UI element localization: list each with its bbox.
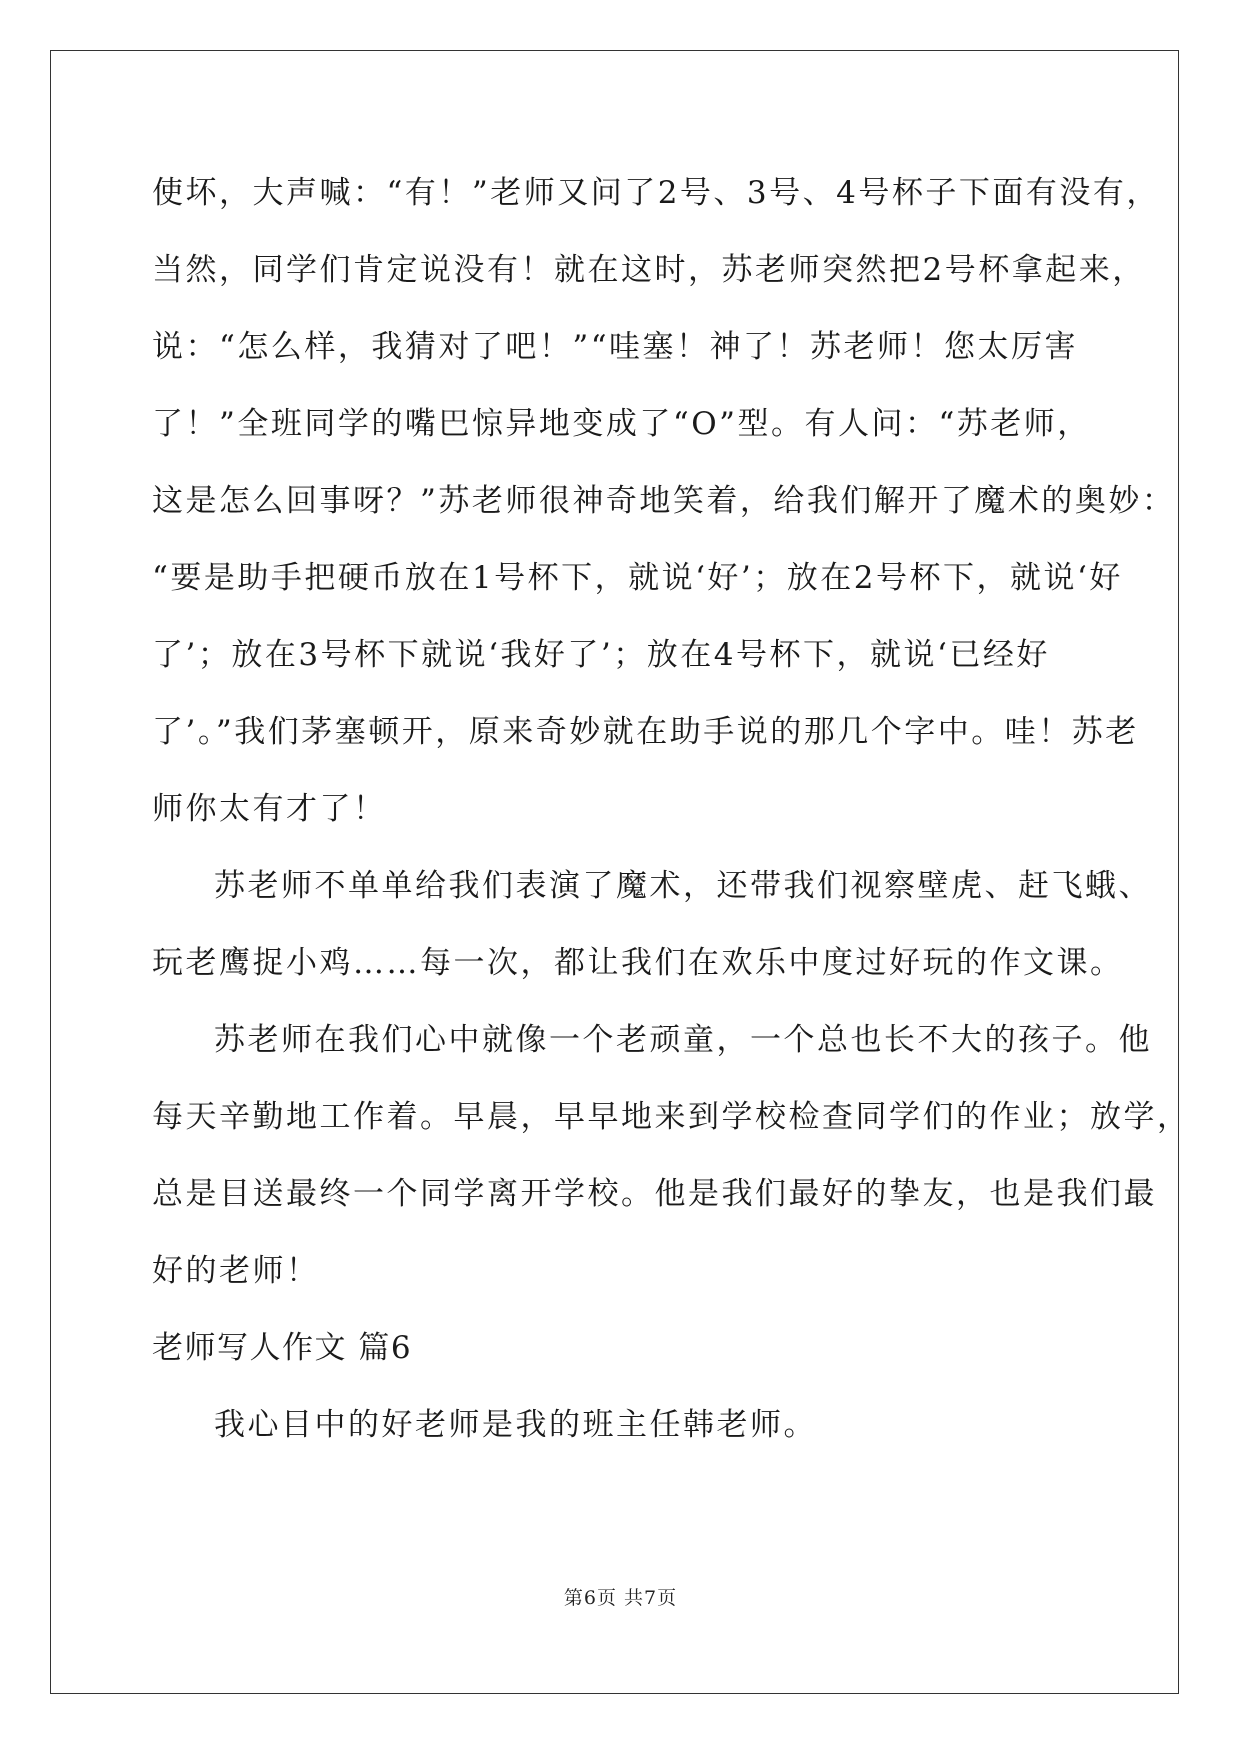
text-line: 苏老师在我们心中就像一个老顽童，一个总也长不大的孩子。他 [214,1022,1152,1058]
text-line: 了！”全班同学的嘴巴惊异地变成了“O”型。有人问：“苏老师， [152,406,1091,442]
text-line: “要是助手把硬币放在1号杯下，就说‘好’；放在2号杯下，就说‘好 [152,560,1123,596]
text-line: 当然，同学们肯定说没有！就在这时，苏老师突然把2号杯拿起来， [152,252,1146,288]
page-number-footer: 第6页 共7页 [563,1587,678,1609]
text-line: 好的老师！ [152,1253,320,1289]
text-line: 我心目中的好老师是我的班主任韩老师。 [214,1407,817,1443]
text-line: 玩老鹰捉小鸡……每一次，都让我们在欢乐中度过好玩的作文课。 [152,945,1124,981]
text-line: 使坏，大声喊：“有！”老师又问了2号、3号、4号杯子下面有没有， [152,175,1160,211]
document-body [152,155,1191,1464]
text-line: 了’。”我们茅塞顿开，原来奇妙就在助手说的那几个字中。哇！苏老 [152,714,1139,750]
text-line: 师你太有才了！ [152,791,387,827]
text-line: 每天辛勤地工作着。早晨，早早地来到学校检查同学们的作业；放学， [152,1099,1191,1135]
text-line: 这是怎么回事呀？”苏老师很神奇地笑着，给我们解开了魔术的奥妙： [152,483,1176,519]
text-line: 了’；放在3号杯下就说‘我好了’；放在4号杯下，就说‘已经好 [152,637,1050,673]
text-line: 总是目送最终一个同学离开学校。他是我们最好的挚友，也是我们最 [152,1176,1157,1212]
section-heading: 老师写人作文 篇6 [152,1330,413,1366]
text-line: 说：“怎么样，我猜对了吧！”“哇塞！神了！苏老师！您太厉害 [152,329,1079,365]
text-line: 苏老师不单单给我们表演了魔术，还带我们视察壁虎、赶飞蛾、 [214,868,1152,904]
